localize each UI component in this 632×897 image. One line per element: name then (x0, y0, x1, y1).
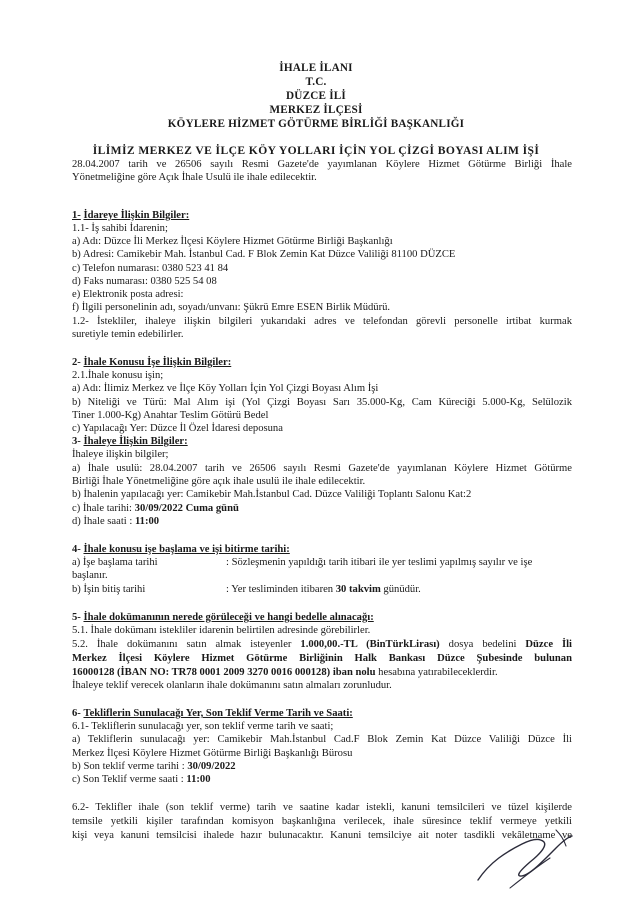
section-6-title: Tekliflerin Sunulacağı Yer, Son Teklif Verme Tarih ve Saati: (83, 708, 353, 719)
s1-line-8: 1.2- İstekliler, ihaleye ilişkin bilgileri yukarıdaki adres ve telefondan görevli personelle irtibat kurmak (72, 316, 572, 327)
son-teklif-saat-label: c) Son Teklif verme saati : (72, 774, 187, 785)
section-3-number: 3- (72, 436, 81, 447)
s1-line-3: b) Adresi: Camikebir Mah. İstanbul Cad. F Blok Zemin Kat Düzce Valiliği 81100 DÜZCE (72, 249, 456, 260)
s4-label-end: b) İşin bitiş tarihi (72, 584, 146, 595)
s2-line-3: b) Niteliği ve Türü: Mal Alım işi (Yol Çizgi Boyası Sarı 35.000-Kg, Cam Küreciği 5.000-Kg, Selülozik (72, 397, 572, 408)
s1-line-6: e) Elektronik posta adresi: (72, 289, 184, 300)
s3-line-6 (72, 515, 159, 528)
s5-l2-pre: 5.2. İhale dokümanını satın almak isteyenler (72, 639, 301, 650)
s2-line-4: Tiner 1.000-Kg) Anahtar Teslim Götürü Bedel (72, 410, 269, 421)
s4-end-pre: : Yer tesliminden itibaren (226, 584, 336, 595)
s1-line-5: d) Faks numarası: 0380 525 54 08 (72, 276, 217, 287)
header-line-tc: T.C. (305, 76, 327, 88)
s6-line-3: Merkez İlçesi Köylere Hizmet Götürme Birliği Başkanlığı Bürosu (72, 748, 353, 759)
s1-line-1: 1.1- İş sahibi İdarenin; (72, 223, 168, 234)
s2-line-2: a) Adı: İlimiz Merkez ve İlçe Köy Yolları İçin Yol Çizgi Boyası Alım İşi (72, 383, 379, 394)
section-3-heading (72, 435, 188, 448)
s5-line-1: 5.1. İhale dokümanı istekliler idarenin belirtilen adresinde görebilirler. (72, 625, 371, 636)
s4-value-start: : Sözleşmenin yapıldığı tarih itibari ile yer teslimi yapılmış sayılır ve işe (226, 557, 533, 568)
son-teklif-saat-value: 11:00 (186, 774, 211, 785)
section-1-heading (72, 209, 189, 222)
s5-line-5: İhaleye teklif verecek olanların ihale dokümanını satın almaları zorunludur. (72, 680, 392, 691)
intro-line-2: Yönetmeliğine göre Açık İhale Usulü ile ihale edilecektir. (72, 172, 317, 183)
section-2-number: 2- (72, 357, 81, 368)
s5-line-4 (72, 666, 498, 679)
son-teklif-tarih-label: b) Son teklif verme tarihi : (72, 761, 188, 772)
section-4-number: 4- (72, 544, 81, 555)
s2-line-5: c) Yapılacağı Yer: Düzce İl Özel İdaresi deposuna (72, 423, 283, 434)
s3-line-2: a) İhale usulü: 28.04.2007 tarih ve 26506 sayılı Resmi Gazete'de yayımlanan Köylere Hizmet Götürme (72, 463, 572, 474)
header-line-ihale-ilani: İHALE İLANI (279, 62, 353, 74)
section-3-title: İhaleye İlişkin Bilgiler: (83, 436, 188, 447)
ihale-saati-label: d) İhale saati : (72, 516, 135, 527)
s4-label-start: a) İşe başlama tarihi (72, 557, 158, 568)
s6-line-1: 6.1- Tekliflerin sunulacağı yer, son teklif verme tarih ve saati; (72, 721, 334, 732)
header-line-ilce: MERKEZ İLÇESİ (269, 104, 363, 116)
s5-l2-fee: 1.000,00.-TL (BinTürkLirası) (300, 639, 440, 650)
section-4-heading (72, 543, 290, 556)
section-5-heading (72, 611, 374, 624)
s5-iban: 16000128 (İBAN NO: TR78 0001 2009 3270 0016 000128) iban nolu (72, 667, 376, 678)
s1-line-2: a) Adı: Düzce İli Merkez İlçesi Köylere Hizmet Götürme Birliği Başkanlığı (72, 236, 393, 247)
s5-l4-post: hesabına yatırabileceklerdir. (375, 667, 498, 678)
header-line-birlik: KÖYLERE HİZMET GÖTÜRME BİRLİĞİ BAŞKANLIĞI (167, 118, 465, 130)
section-5-number: 5- (72, 612, 81, 623)
s6-line-6: 6.2- Teklifler ihale (son teklif verme) tarih ve saatine kadar istekli, kanuni temsilcileri ve tüzel kişilerde (72, 802, 572, 813)
s6-line-5 (72, 773, 211, 786)
s3-line-3: Birliği İhale Yönetmeliğine göre açık ihale usulü ile ihale edilecektir. (72, 476, 366, 487)
signature-scribble-icon (470, 822, 580, 892)
s4-end-post: günüdür. (380, 584, 421, 595)
son-teklif-tarih-value: 30/09/2022 (187, 761, 236, 772)
section-2-title: İhale Konusu İşe İlişkin Bilgiler: (83, 357, 232, 368)
s5-line-3: Merkez İlçesi Köylere Hizmet Götürme Birliğinin Halk Bankası Düzce Şubesinde bulunan (72, 653, 572, 664)
s1-line-7: f) İlgili personelinin adı, soyadı/unvanı: Şükrü Emre ESEN Birlik Müdürü. (72, 302, 391, 313)
document-title: İLİMİZ MERKEZ VE İLÇE KÖY YOLLARI İÇİN YOL ÇİZGİ BOYASI ALIM İŞİ (92, 144, 540, 157)
section-1-number: 1- (72, 210, 81, 221)
s6-line-7: temsile yetkili kişiler tarafından komisyon başkanlığına verilecek, ihale süresince teklif vermeye yetkili (72, 816, 572, 827)
s4-value-start-cont: başlanır. (72, 570, 108, 581)
s6-line-2: a) Tekliflerin sunulacağı yer: Camikebir Mah.İstanbul Cad.F Blok Zemin Kat Düzce Valiliği Düzce İli (72, 734, 572, 745)
s3-line-5 (72, 502, 239, 515)
ihale-tarihi-label: c) İhale tarihi: (72, 503, 135, 514)
header-line-il: DÜZCE İLİ (286, 90, 346, 102)
section-4-title: İhale konusu işe başlama ve işi bitirme tarihi: (83, 544, 290, 555)
intro-line-1: 28.04.2007 tarih ve 26506 sayılı Resmi Gazete'de yayımlanan Köylere Hizmet Götürme Birliği İhale (72, 159, 572, 170)
ihale-tarihi-value: 30/09/2022 Cuma günü (134, 503, 239, 514)
s4-value-end (226, 583, 421, 596)
section-6-number: 6- (72, 708, 81, 719)
s6-line-8: kişi veya kanuni temsilcisi ihalede hazır bulunacaktır. Kanuni temsilciye ait noter tasdikli vekâletname ve (72, 830, 572, 841)
s1-line-9: suretiyle temin edebilirler. (72, 329, 184, 340)
s1-line-4: c) Telefon numarası: 0380 523 41 84 (72, 263, 229, 274)
s3-line-4: b) İhalenin yapılacağı yer: Camikebir Mah.İstanbul Cad. Düzce Valiliği Toplantı Salonu Kat:2 (72, 489, 472, 500)
s5-l2-bank-start: Düzce İli (525, 639, 572, 650)
s5-line-2 (72, 638, 572, 651)
section-2-heading (72, 356, 231, 369)
s5-l2-mid: dosya bedelini (439, 639, 526, 650)
section-5-title: İhale dokümanının nerede görüleceği ve hangi bedelle alınacağı: (83, 612, 374, 623)
s2-line-1: 2.1.İhale konusu işin; (72, 370, 164, 381)
s4-end-days: 30 takvim (335, 584, 381, 595)
section-6-heading (72, 707, 353, 720)
section-1-title: İdareye İlişkin Bilgiler: (83, 210, 190, 221)
s6-line-4 (72, 760, 236, 773)
ihale-saati-value: 11:00 (134, 516, 160, 527)
s3-line-1: İhaleye ilişkin bilgiler; (72, 449, 169, 460)
